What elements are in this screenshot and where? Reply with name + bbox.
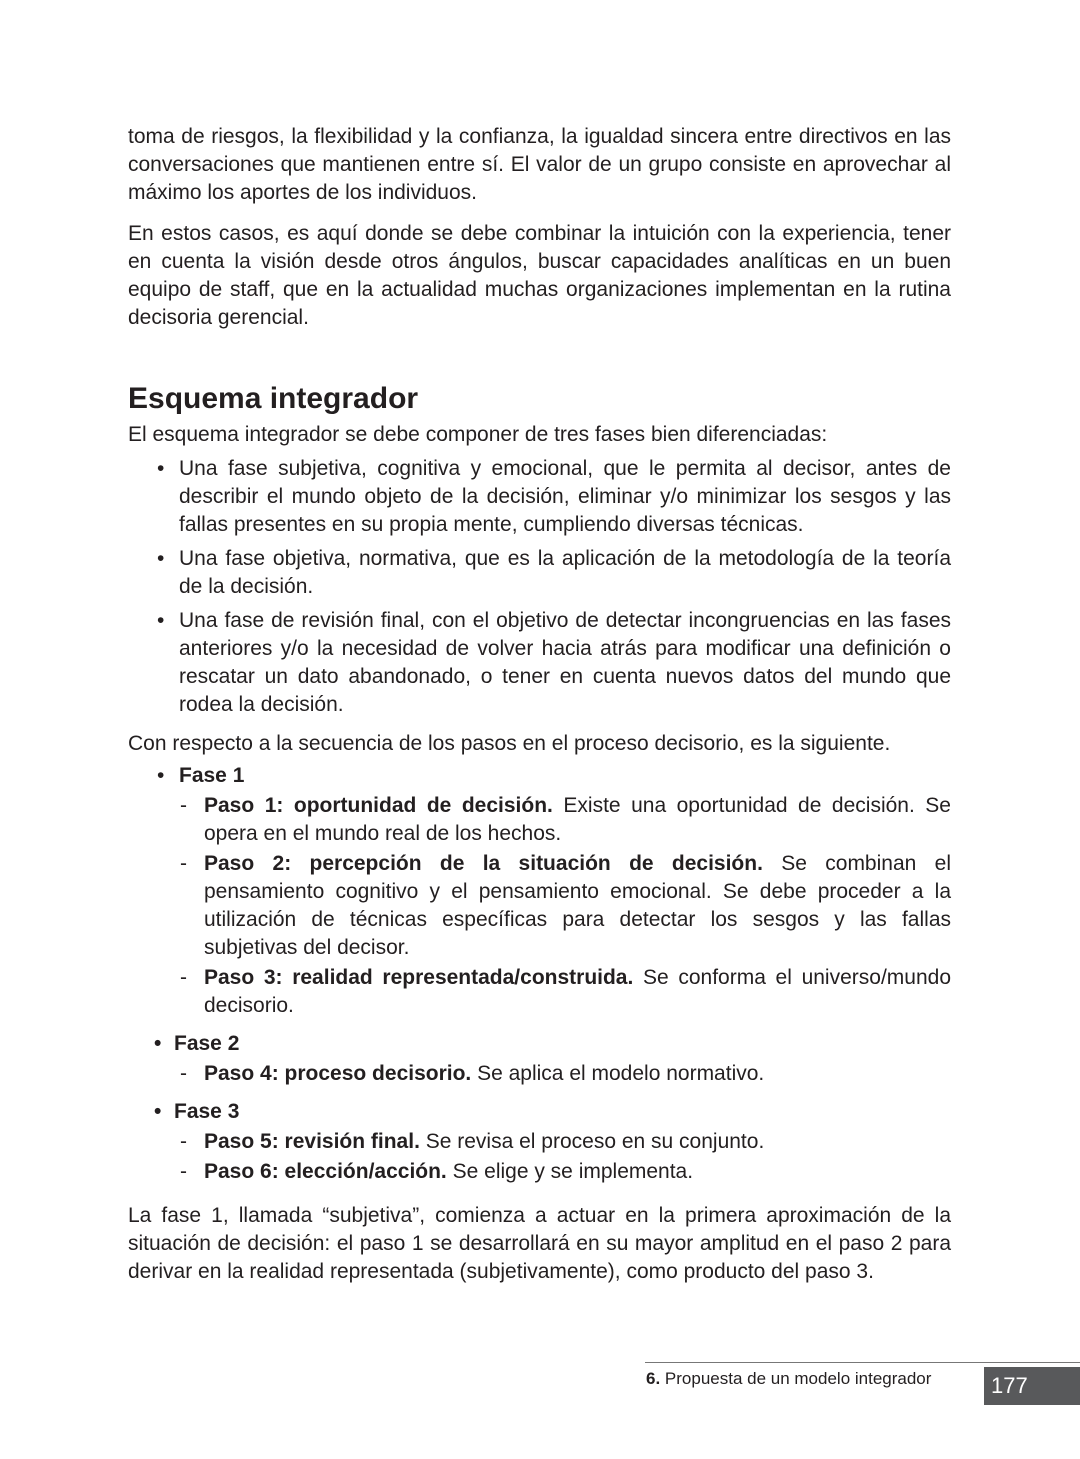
- dash-icon: -: [180, 852, 187, 875]
- dash-icon: -: [180, 1160, 187, 1183]
- fase-3-title: • Fase 3: [128, 1098, 951, 1126]
- fase-2-title: • Fase 2: [128, 1030, 951, 1058]
- step-item: - Paso 4: proceso decisorio. Se aplica el modelo normativo.: [128, 1060, 951, 1088]
- running-footer: 6. Propuesta de un modelo integrador: [646, 1369, 932, 1388]
- step-item: - Paso 5: revisión final. Se revisa el proceso en su conjunto.: [128, 1128, 951, 1156]
- list-item: • Una fase objetiva, normativa, que es la aplicación de la metodología de la teoría de la decisión.: [157, 547, 951, 598]
- paragraph: toma de riesgos, la flexibilidad y la confianza, la igualdad sincera entre directivos en las conversaciones que mantienen entre sí. El valor de un grupo consiste en aprovechar al máximo los aportes de los individuos.: [128, 125, 951, 204]
- bullet-icon: •: [154, 1032, 162, 1055]
- footer-divider: [645, 1362, 1080, 1363]
- intro-paragraph: El esquema integrador se debe componer de tres fases bien diferenciadas:: [128, 423, 828, 446]
- paragraph: En estos casos, es aquí donde se debe combinar la intuición con la experiencia, tener en cuenta la visión desde otros ángulos, buscar capacidades analíticas en un buen equipo de staff, que en la actualidad muchas organizaciones implementan en la rutina decisoria gerencial.: [128, 222, 951, 329]
- bullet-icon: •: [157, 547, 165, 570]
- page-content: [128, 123, 951, 1299]
- bullet-icon: •: [154, 1100, 162, 1123]
- bullet-icon: •: [157, 764, 165, 787]
- dash-icon: -: [180, 794, 187, 817]
- list-item: • Una fase subjetiva, cognitiva y emocional, que le permita al decisor, antes de describir el mundo objeto de la decisión, eliminar y/o minimizar los sesgos y las fallas presentes en su propia mente, cumpliendo diversas técnicas.: [157, 457, 951, 536]
- dash-icon: -: [180, 966, 187, 989]
- step-item: - Paso 1: oportunidad de decisión. Existe una oportunidad de decisión. Se opera en el mundo real de los hechos.: [180, 794, 951, 845]
- dash-icon: -: [180, 1062, 187, 1085]
- fase-3-steps: [128, 1128, 951, 1186]
- step-item: - Paso 6: elección/acción. Se elige y se implementa.: [128, 1158, 951, 1186]
- step-item: - Paso 2: percepción de la situación de decisión. Se combinan el pensamiento cognitivo y el pensamiento emocional. Se debe proceder a la utilización de técnicas específicas para detectar los sesgos y las fallas subjetivas del decisor.: [180, 852, 951, 959]
- section-heading: Esquema integrador: [128, 382, 419, 415]
- fase-2-steps: [128, 1060, 951, 1088]
- list-item: • Una fase de revisión final, con el objetivo de detectar incongruencias en las fases anteriores y/o la necesidad de volver hacia atrás para modificar una definición o rescatar un dato abandonado, o tener en cuenta nuevos datos del mundo que rodea la decisión.: [157, 609, 951, 716]
- bullet-icon: •: [157, 457, 165, 480]
- fase-1-steps: [128, 792, 951, 1020]
- fase-1-title: • Fase 1: [128, 762, 951, 790]
- step-item: - Paso 3: realidad representada/construida. Se conforma el universo/mundo decisorio.: [180, 966, 951, 1017]
- bullet-icon: •: [157, 609, 165, 632]
- phases-list: [128, 455, 951, 719]
- closing-paragraph: La fase 1, llamada “subjetiva”, comienza a actuar en la primera aproximación de la situación de decisión: el paso 1 se desarrollará en su mayor amplitud en el paso 2 para derivar en la realidad representada (subjetivamente), como producto del paso 3.: [128, 1204, 951, 1283]
- sequence-intro: Con respecto a la secuencia de los pasos en el proceso decisorio, es la siguiente.: [128, 732, 891, 755]
- page-number: 177: [984, 1367, 1080, 1405]
- dash-icon: -: [180, 1130, 187, 1153]
